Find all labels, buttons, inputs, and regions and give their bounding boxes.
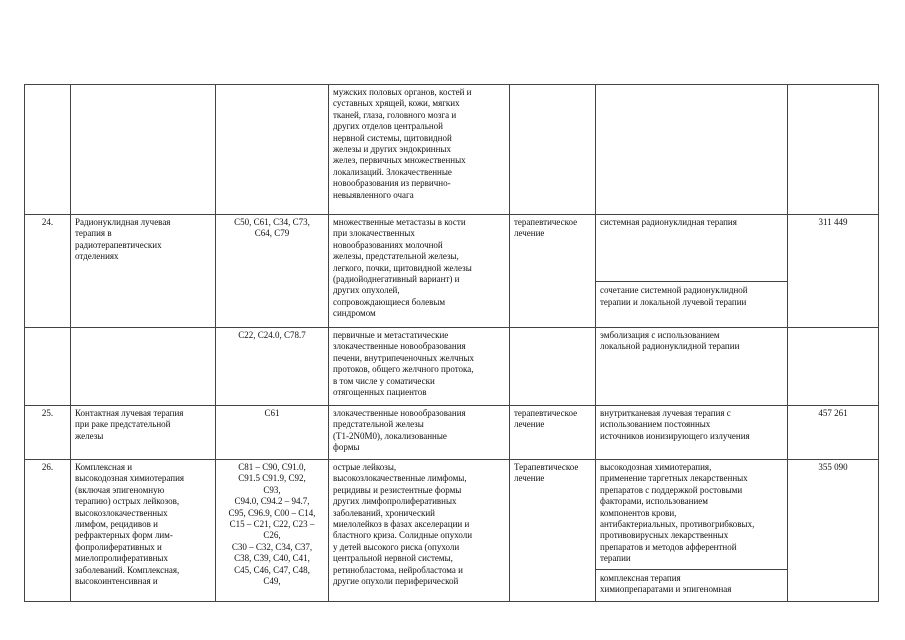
row-number-cell bbox=[25, 85, 71, 215]
icd-codes-cell bbox=[216, 215, 329, 328]
cell-line: новообразования из первично- bbox=[333, 178, 451, 189]
cell-line: в том числе у соматически bbox=[333, 375, 435, 386]
cell-line: Терапевтическое bbox=[514, 462, 579, 472]
cell-line: (включая эпигеномную bbox=[75, 484, 165, 495]
cell-line: острые лейкозы, bbox=[333, 462, 397, 472]
cell-line: железы, предстательной железы, bbox=[333, 251, 459, 262]
cell-line: сопровождающиеся болевым bbox=[333, 296, 446, 307]
medical-care-table bbox=[24, 84, 879, 602]
cost-cell: 457 261 bbox=[788, 406, 879, 460]
cell-line: фопролиферативных и bbox=[75, 541, 162, 552]
treatment-type-cell bbox=[510, 85, 596, 215]
cell-line: центральной нервной системы, bbox=[333, 553, 453, 564]
cell-line: высокозлокачественных bbox=[75, 507, 168, 518]
cell-line: C38, C39, C40, C41, bbox=[234, 553, 310, 564]
cell-line: локализаций. Злокачественные bbox=[333, 166, 452, 177]
cell-line: C93, bbox=[263, 484, 281, 495]
cell-line: (радиойоднегативный вариант) и bbox=[333, 274, 460, 285]
care-type-cell bbox=[71, 85, 216, 215]
cell-line: препаратов с поддержкой ростовыми bbox=[600, 484, 743, 495]
treatment-method-cell bbox=[596, 85, 788, 215]
icd-codes-cell bbox=[216, 460, 329, 602]
cell-line: других отделов центральной bbox=[333, 121, 443, 132]
treatment-method-cell bbox=[596, 406, 788, 460]
cell-line: протоков, общего желчного протока, bbox=[333, 364, 474, 375]
cell-line: локальной радионуклидной терапии bbox=[600, 341, 740, 352]
cell-line: Контактная лучевая терапия bbox=[75, 408, 184, 418]
cell-line: терапию) острых лейкозов, bbox=[75, 496, 180, 507]
cell-line: высокодозная химиотерапия, bbox=[600, 462, 712, 472]
cell-line: высокоинтенсивная и bbox=[75, 576, 158, 587]
table-row bbox=[25, 85, 879, 215]
patient-model-cell bbox=[329, 215, 510, 328]
cell-line: комплексная терапия bbox=[600, 572, 681, 583]
cell-line: химиопрепаратами и эпигеномная bbox=[600, 584, 732, 595]
treatment-method-cell bbox=[596, 328, 788, 406]
treatment-type-cell bbox=[510, 328, 596, 406]
cell-line: других опухолей, bbox=[333, 285, 400, 296]
cell-line: терапии bbox=[600, 553, 631, 564]
cell-line: источников ионизирующего излучения bbox=[600, 430, 750, 441]
cell-line: сочетание системной радионуклидной bbox=[600, 285, 748, 296]
cell-line: формы bbox=[333, 442, 360, 453]
cell-line: высокодозная химиотерапия bbox=[75, 473, 185, 484]
icd-codes-cell bbox=[216, 406, 329, 460]
cell-line: первичные и метастатические bbox=[333, 330, 449, 340]
cell-line: нервной системы, щитовидной bbox=[333, 132, 452, 143]
cell-line: использованием постоянных bbox=[600, 419, 711, 430]
method-alternative bbox=[600, 285, 783, 308]
cell-line: отягощенных пациентов bbox=[333, 387, 427, 398]
cell-line: C26, bbox=[263, 530, 281, 541]
cell-line: легкого, почки, щитовидной железы bbox=[333, 262, 472, 273]
treatment-method-cell bbox=[596, 460, 788, 602]
cell-line: C45, C46, C47, C48, bbox=[234, 564, 310, 575]
cell-line: синдромом bbox=[333, 308, 376, 319]
cell-line: лечение bbox=[514, 473, 545, 484]
cell-line: злокачественные новообразования bbox=[333, 408, 466, 418]
row-number-cell bbox=[25, 328, 71, 406]
cost-cell: 311 449 bbox=[788, 215, 879, 328]
patient-model-cell bbox=[329, 328, 510, 406]
patient-model-cell bbox=[329, 85, 510, 215]
cell-line: применение таргетных лекарственных bbox=[600, 473, 748, 484]
treatment-type-cell bbox=[510, 215, 596, 328]
cell-line: терапевтическое bbox=[514, 408, 578, 418]
cell-line: рецидивы и резистентные формы bbox=[333, 484, 462, 495]
treatment-type-cell bbox=[510, 460, 596, 602]
cell-line: C50, C61, C34, C73, bbox=[234, 217, 310, 227]
table-row bbox=[25, 215, 879, 328]
cell-line: новообразованиях молочной bbox=[333, 239, 443, 250]
patient-model-cell bbox=[329, 406, 510, 460]
treatment-method-cell bbox=[596, 215, 788, 328]
cell-line: C91.5 C91.9, C92, bbox=[238, 473, 306, 484]
cell-line: системная радионуклидная терапия bbox=[600, 217, 737, 227]
cell-line: C95, C96.9, C00 – C14, bbox=[228, 507, 316, 518]
icd-codes-cell bbox=[216, 85, 329, 215]
cell-line: лимфом, рецидивов и bbox=[75, 519, 158, 530]
method-alternative bbox=[600, 573, 783, 596]
cell-line: печени, внутрипеченочных желчных bbox=[333, 352, 474, 363]
cell-line: суставных хрящей, кожи, мягких bbox=[333, 98, 460, 109]
cell-line: внутритканевая лучевая терапия с bbox=[600, 408, 731, 418]
cell-line: препаратов и методов афферентной bbox=[600, 541, 737, 552]
cell-line: C81 – C90, C91.0, bbox=[238, 462, 306, 472]
treatment-type-cell bbox=[510, 406, 596, 460]
cell-line: компонентов крови, bbox=[600, 507, 677, 518]
cell-line: C49, bbox=[263, 576, 281, 587]
icd-codes-cell bbox=[216, 328, 329, 406]
cell-line: рефрактерных форм лим- bbox=[75, 530, 173, 541]
cell-line: факторами, использованием bbox=[600, 496, 708, 507]
cell-line: железы bbox=[75, 430, 104, 441]
cell-line: миелолейкоз в фазах акселерации и bbox=[333, 519, 470, 530]
cell-line: эмболизация с использованием bbox=[600, 330, 720, 340]
cell-line: при злокачественных bbox=[333, 228, 415, 239]
row-number-cell: 24. bbox=[25, 215, 71, 328]
row-number-cell: 26. bbox=[25, 460, 71, 602]
cell-line: мужских половых органов, костей и bbox=[333, 87, 472, 97]
cell-line: антибактериальных, противогрибковых, bbox=[600, 519, 755, 530]
cell-line: тканей, глаза, головного мозга и bbox=[333, 109, 457, 120]
cell-line: C61 bbox=[264, 408, 280, 418]
cell-line: бластного криза. Солидные опухоли bbox=[333, 530, 473, 541]
table-row bbox=[25, 460, 879, 602]
cell-line: заболеваний. Комплексная, bbox=[75, 564, 180, 575]
cost-cell: 355 090 bbox=[788, 460, 879, 602]
cell-line: терапевтическое bbox=[514, 217, 578, 227]
cell-line: лечение bbox=[514, 228, 545, 239]
cell-line: при раке предстательной bbox=[75, 419, 171, 430]
cost-cell bbox=[788, 85, 879, 215]
cell-line: лечение bbox=[514, 419, 545, 430]
cell-line: Комплексная и bbox=[75, 462, 133, 472]
care-type-cell bbox=[71, 406, 216, 460]
cell-line: C94.0, C94.2 – 94.7, bbox=[234, 496, 310, 507]
cell-line: радиотерапевтических bbox=[75, 239, 162, 250]
cell-line: миелопролиферативных bbox=[75, 553, 168, 564]
cell-line: у детей высокого риска (опухоли bbox=[333, 541, 460, 552]
cell-line: C22, C24.0, C78.7 bbox=[238, 330, 306, 340]
table-row bbox=[25, 328, 879, 406]
cell-line: множественные метастазы в кости bbox=[333, 217, 466, 227]
cell-line: терапия в bbox=[75, 228, 112, 239]
cell-line: заболеваний, хронический bbox=[333, 507, 435, 518]
care-type-cell bbox=[71, 215, 216, 328]
method-divider bbox=[596, 281, 787, 282]
cell-line: высокозлокачественные лимфомы, bbox=[333, 473, 467, 484]
cell-line: терапии и локальной лучевой терапии bbox=[600, 296, 747, 307]
care-type-cell bbox=[71, 460, 216, 602]
cell-line: C15 – C21, C22, C23 – bbox=[229, 519, 315, 530]
cell-line: другие опухоли периферической bbox=[333, 576, 459, 587]
cost-cell bbox=[788, 328, 879, 406]
cell-line: злокачественные новообразования bbox=[333, 341, 466, 352]
cell-line: (T1-2N0M0), локализованные bbox=[333, 430, 447, 441]
method-divider bbox=[596, 569, 787, 570]
cell-line: других лимфопролиферативных bbox=[333, 496, 457, 507]
cell-line: невыявленного очага bbox=[333, 189, 414, 200]
cell-line: желез, первичных множественных bbox=[333, 155, 466, 166]
cell-line: ретинобластома, нейробластома и bbox=[333, 564, 463, 575]
cell-line: предстательной железы bbox=[333, 419, 424, 430]
table-row bbox=[25, 406, 879, 460]
row-number-cell: 25. bbox=[25, 406, 71, 460]
cell-line: отделениях bbox=[75, 251, 119, 262]
cell-line: железы и других эндокринных bbox=[333, 144, 451, 155]
cell-line: Радионуклидная лучевая bbox=[75, 217, 171, 227]
cell-line: C64, C79 bbox=[254, 228, 290, 239]
cell-line: противовирусных лекарственных bbox=[600, 530, 729, 541]
care-type-cell bbox=[71, 328, 216, 406]
patient-model-cell bbox=[329, 460, 510, 602]
cell-line: C30 – C32, C34, C37, bbox=[231, 541, 313, 552]
